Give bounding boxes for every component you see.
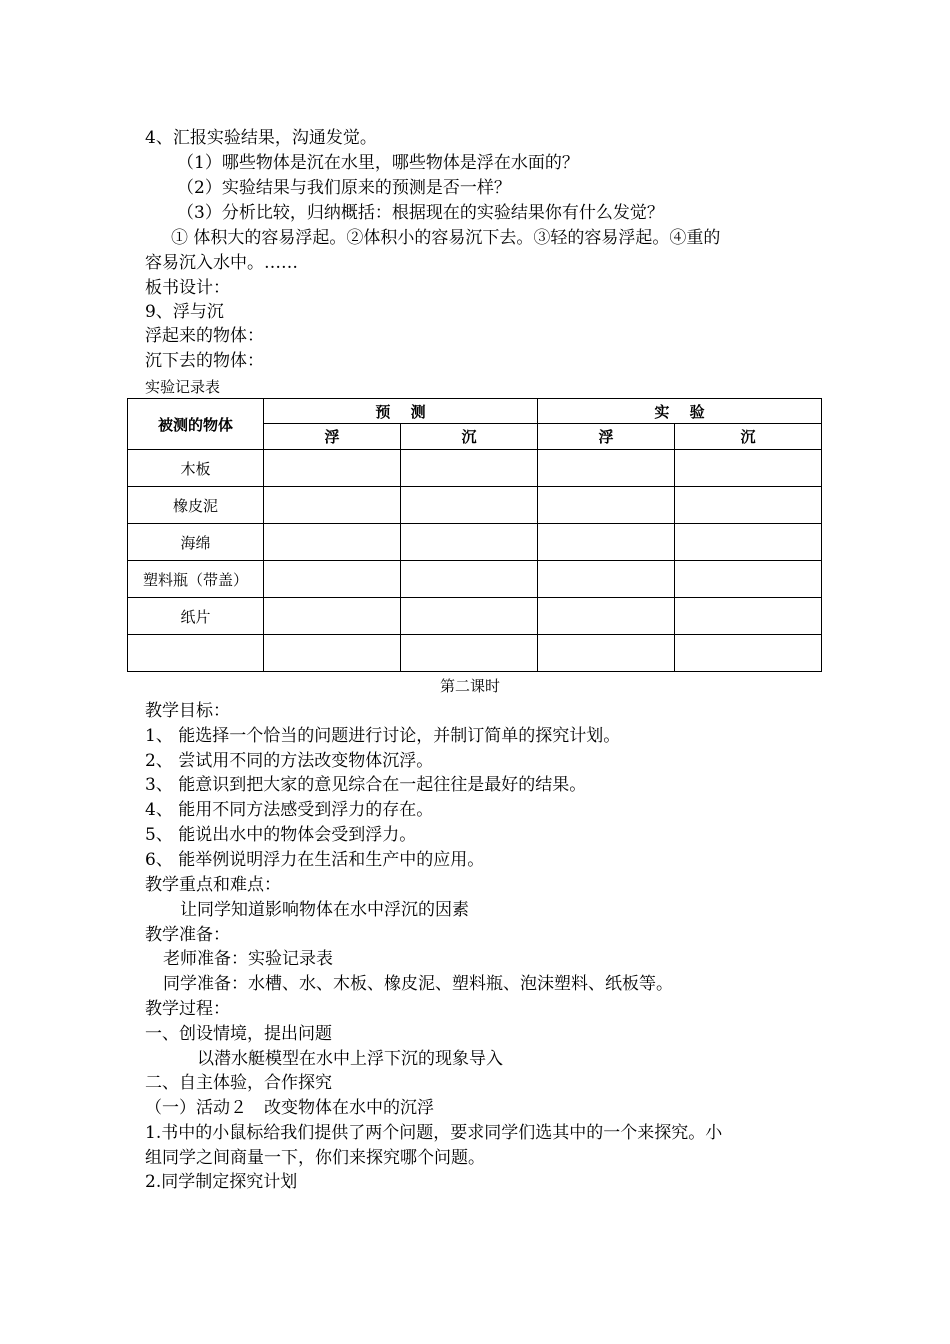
text-line: 教学过程： — [145, 999, 230, 1019]
text-line: 1、 能选择一个恰当的问题进行讨论，并制订简单的探究计划。 — [145, 726, 621, 746]
object-cell: 橡皮泥 — [128, 487, 264, 524]
header-predict-float: 浮 — [264, 424, 401, 450]
text-line: 组同学之间商量一下，你们来探究哪个问题。 — [145, 1148, 485, 1168]
header-experiment-sink: 沉 — [675, 424, 822, 450]
text-line: 老师准备：实验记录表 — [163, 949, 333, 969]
section-title: 第二课时 — [440, 677, 501, 695]
text-line: 教学重点和难点： — [145, 875, 281, 895]
table-row — [128, 561, 822, 598]
text-line: 2.同学制定探究计划 — [145, 1172, 298, 1192]
text-line: 9、浮与沉 — [145, 302, 224, 322]
header-predict: 预 测 — [264, 399, 538, 424]
text-line: （一）活动２ 改变物体在水中的沉浮 — [145, 1098, 434, 1118]
text-line: 让同学知道影响物体在水中浮沉的因素 — [180, 900, 469, 920]
text-line: ① 体积大的容易浮起。②体积小的容易沉下去。③轻的容易浮起。④重的 — [171, 228, 721, 248]
text-line: 以潜水艇模型在水中上浮下沉的现象导入 — [197, 1049, 503, 1069]
header-object: 被测的物体 — [128, 399, 264, 450]
text-line: 一、创设情境，提出问题 — [145, 1024, 332, 1044]
text-line: 3、 能意识到把大家的意见综合在一起往往是最好的结果。 — [145, 775, 587, 795]
object-cell: 海绵 — [128, 524, 264, 561]
text-line: 6、 能举例说明浮力在生活和生产中的应用。 — [145, 850, 485, 870]
text-line: 容易沉入水中。…… — [145, 253, 298, 273]
text-line: 板书设计： — [145, 278, 230, 298]
text-line: （1）哪些物体是沉在水里，哪些物体是浮在水面的？ — [177, 153, 579, 173]
text-line: 1.书中的小鼠标给我们提供了两个问题，要求同学们选其中的一个来探究。小 — [145, 1123, 723, 1143]
text-line: 4、 能用不同方法感受到浮力的存在。 — [145, 800, 434, 820]
table-row — [128, 450, 822, 487]
table-row — [128, 635, 822, 672]
text-line: 5、 能说出水中的物体会受到浮力。 — [145, 825, 417, 845]
text-line: 二、自主体验，合作探究 — [145, 1073, 332, 1093]
object-cell: 木板 — [128, 450, 264, 487]
text-line: （2）实验结果与我们原来的预测是否一样？ — [177, 178, 511, 198]
text-line: 教学目标： — [145, 701, 230, 721]
header-experiment: 实 验 — [538, 399, 822, 424]
table-row — [128, 487, 822, 524]
object-cell: 塑料瓶（带盖） — [128, 561, 264, 598]
table-caption: 实验记录表 — [145, 378, 221, 396]
experiment-record-table — [127, 398, 822, 672]
header-experiment-float: 浮 — [538, 424, 675, 450]
header-predict-sink: 沉 — [401, 424, 538, 450]
text-line: 2、 尝试用不同的方法改变物体沉浮。 — [145, 751, 434, 771]
object-cell — [128, 635, 264, 672]
text-line: 同学准备：水槽、水、木板、橡皮泥、塑料瓶、泡沫塑料、纸板等。 — [163, 974, 673, 994]
table-row — [128, 524, 822, 561]
text-line: 教学准备： — [145, 925, 230, 945]
text-line: （3）分析比较，归纳概括：根据现在的实验结果你有什么发觉？ — [177, 203, 664, 223]
text-line: 浮起来的物体： — [145, 326, 264, 346]
object-cell: 纸片 — [128, 598, 264, 635]
text-line: 沉下去的物体： — [145, 351, 264, 371]
text-line: 4、汇报实验结果，沟通发觉。 — [145, 128, 377, 148]
table-row — [128, 598, 822, 635]
